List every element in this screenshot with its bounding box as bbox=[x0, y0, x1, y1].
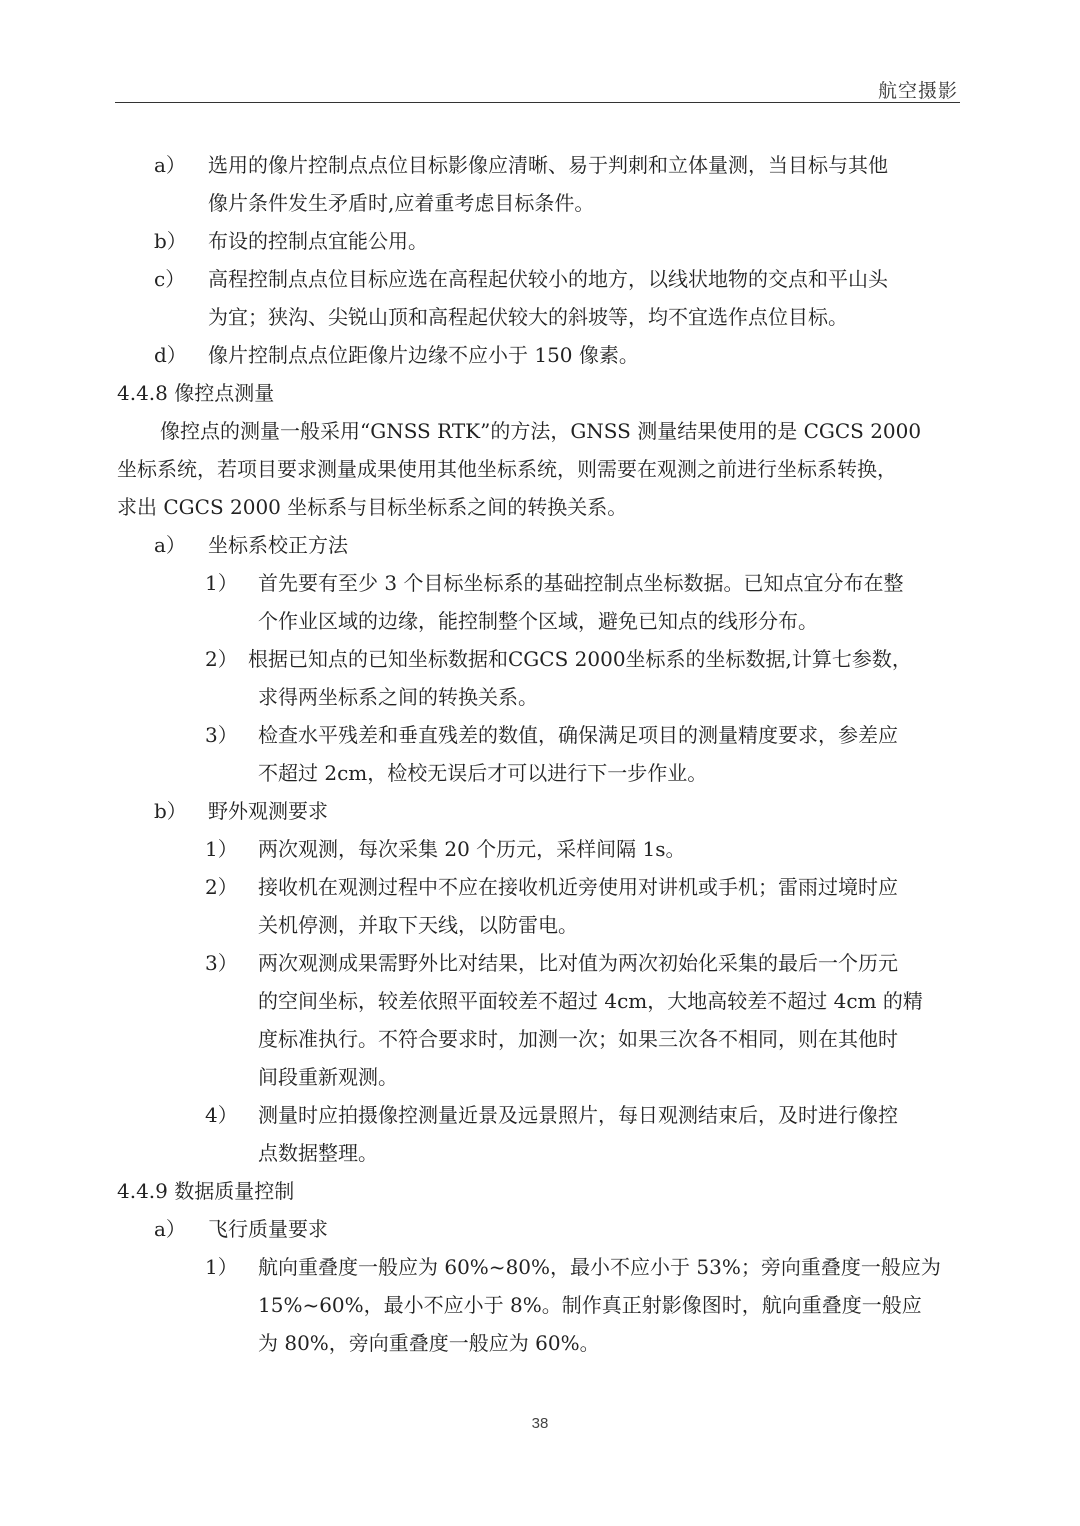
section-heading: 4.4.8 像控点测量 bbox=[117, 381, 275, 405]
subsection-title: 野外观测要求 bbox=[208, 799, 328, 823]
subsection-title: 坐标系校正方法 bbox=[208, 533, 348, 557]
list-marker: 2） bbox=[205, 875, 238, 899]
subsection-title: 飞行质量要求 bbox=[208, 1217, 328, 1241]
running-header-title: 航空摄影 bbox=[877, 80, 958, 102]
paragraph-line: 测量时应拍摄像控测量近景及远景照片，每日观测结束后，及时进行像控 bbox=[258, 1103, 898, 1127]
paragraph-line: 像控点的测量一般采用“GNSS RTK”的方法，GNSS 测量结果使用的是 CGCS 2000 bbox=[160, 419, 922, 443]
paragraph-line: 的空间坐标，较差依照平面较差不超过 4cm，大地高较差不超过 4cm 的精 bbox=[258, 989, 923, 1013]
list-marker: 1） bbox=[205, 1255, 238, 1279]
paragraph-line: 根据已知点的已知坐标数据和CGCS 2000坐标系的坐标数据,计算七参数， bbox=[248, 647, 912, 671]
list-marker: 3） bbox=[205, 723, 238, 747]
paragraph-line: 求得两坐标系之间的转换关系。 bbox=[258, 685, 538, 709]
paragraph-line: 15%~60%，最小不应小于 8%。制作真正射影像图时，航向重叠度一般应 bbox=[258, 1293, 922, 1317]
paragraph-line: 选用的像片控制点点位目标影像应清晰、易于判刺和立体量测，当目标与其他 bbox=[208, 153, 888, 177]
paragraph-line: 为 80%，旁向重叠度一般应为 60%。 bbox=[258, 1331, 600, 1355]
paragraph-line: 像片条件发生矛盾时,应着重考虑目标条件。 bbox=[208, 191, 595, 215]
paragraph-line: 首先要有至少 3 个目标坐标系的基础控制点坐标数据。已知点宜分布在整 bbox=[258, 571, 904, 595]
paragraph-line: 布设的控制点宜能公用。 bbox=[208, 229, 428, 253]
paragraph-line: 检查水平残差和垂直残差的数值，确保满足项目的测量精度要求，参差应 bbox=[258, 723, 898, 747]
paragraph-line: 接收机在观测过程中不应在接收机近旁使用对讲机或手机；雷雨过境时应 bbox=[258, 875, 898, 899]
paragraph-line: 两次观测成果需野外比对结果，比对值为两次初始化采集的最后一个历元 bbox=[258, 951, 898, 975]
list-marker: c） bbox=[154, 267, 186, 291]
paragraph-line: 航向重叠度一般应为 60%~80%，最小不应小于 53%；旁向重叠度一般应为 bbox=[258, 1255, 941, 1279]
paragraph-line: 点数据整理。 bbox=[258, 1141, 378, 1165]
paragraph-line: 两次观测，每次采集 20 个历元，采样间隔 1s。 bbox=[258, 837, 686, 861]
paragraph-line: 坐标系统，若项目要求测量成果使用其他坐标系统，则需要在观测之前进行坐标系转换， bbox=[117, 457, 897, 481]
list-marker: 4） bbox=[205, 1103, 238, 1127]
list-marker: a） bbox=[154, 533, 186, 557]
paragraph-line: 度标准执行。不符合要求时，加测一次；如果三次各不相同，则在其他时 bbox=[258, 1027, 898, 1051]
list-marker: b） bbox=[154, 799, 187, 823]
list-marker: a） bbox=[154, 153, 186, 177]
paragraph-line: 为宜；狭沟、尖锐山顶和高程起伏较大的斜坡等，均不宜选作点位目标。 bbox=[208, 305, 848, 329]
paragraph-line: 个作业区域的边缘，能控制整个区域，避免已知点的线形分布。 bbox=[258, 609, 818, 633]
header-rule bbox=[115, 102, 960, 103]
paragraph-line: 间段重新观测。 bbox=[258, 1065, 398, 1089]
list-marker: a） bbox=[154, 1217, 186, 1241]
list-marker: 2） bbox=[205, 647, 238, 671]
list-marker: b） bbox=[154, 229, 187, 253]
paragraph-line: 不超过 2cm，检校无误后才可以进行下一步作业。 bbox=[258, 761, 708, 785]
paragraph-line: 求出 CGCS 2000 坐标系与目标坐标系之间的转换关系。 bbox=[117, 495, 628, 519]
paragraph-line: 关机停测，并取下天线，以防雷电。 bbox=[258, 913, 578, 937]
paragraph-line: 高程控制点点位目标应选在高程起伏较小的地方，以线状地物的交点和平山头 bbox=[208, 267, 888, 291]
list-marker: 1） bbox=[205, 571, 238, 595]
paragraph-line: 像片控制点点位距像片边缘不应小于 150 像素。 bbox=[208, 343, 639, 367]
section-heading: 4.4.9 数据质量控制 bbox=[117, 1179, 295, 1203]
page-number: 38 bbox=[531, 1415, 549, 1432]
list-marker: d） bbox=[154, 343, 187, 367]
list-marker: 1） bbox=[205, 837, 238, 861]
list-marker: 3） bbox=[205, 951, 238, 975]
